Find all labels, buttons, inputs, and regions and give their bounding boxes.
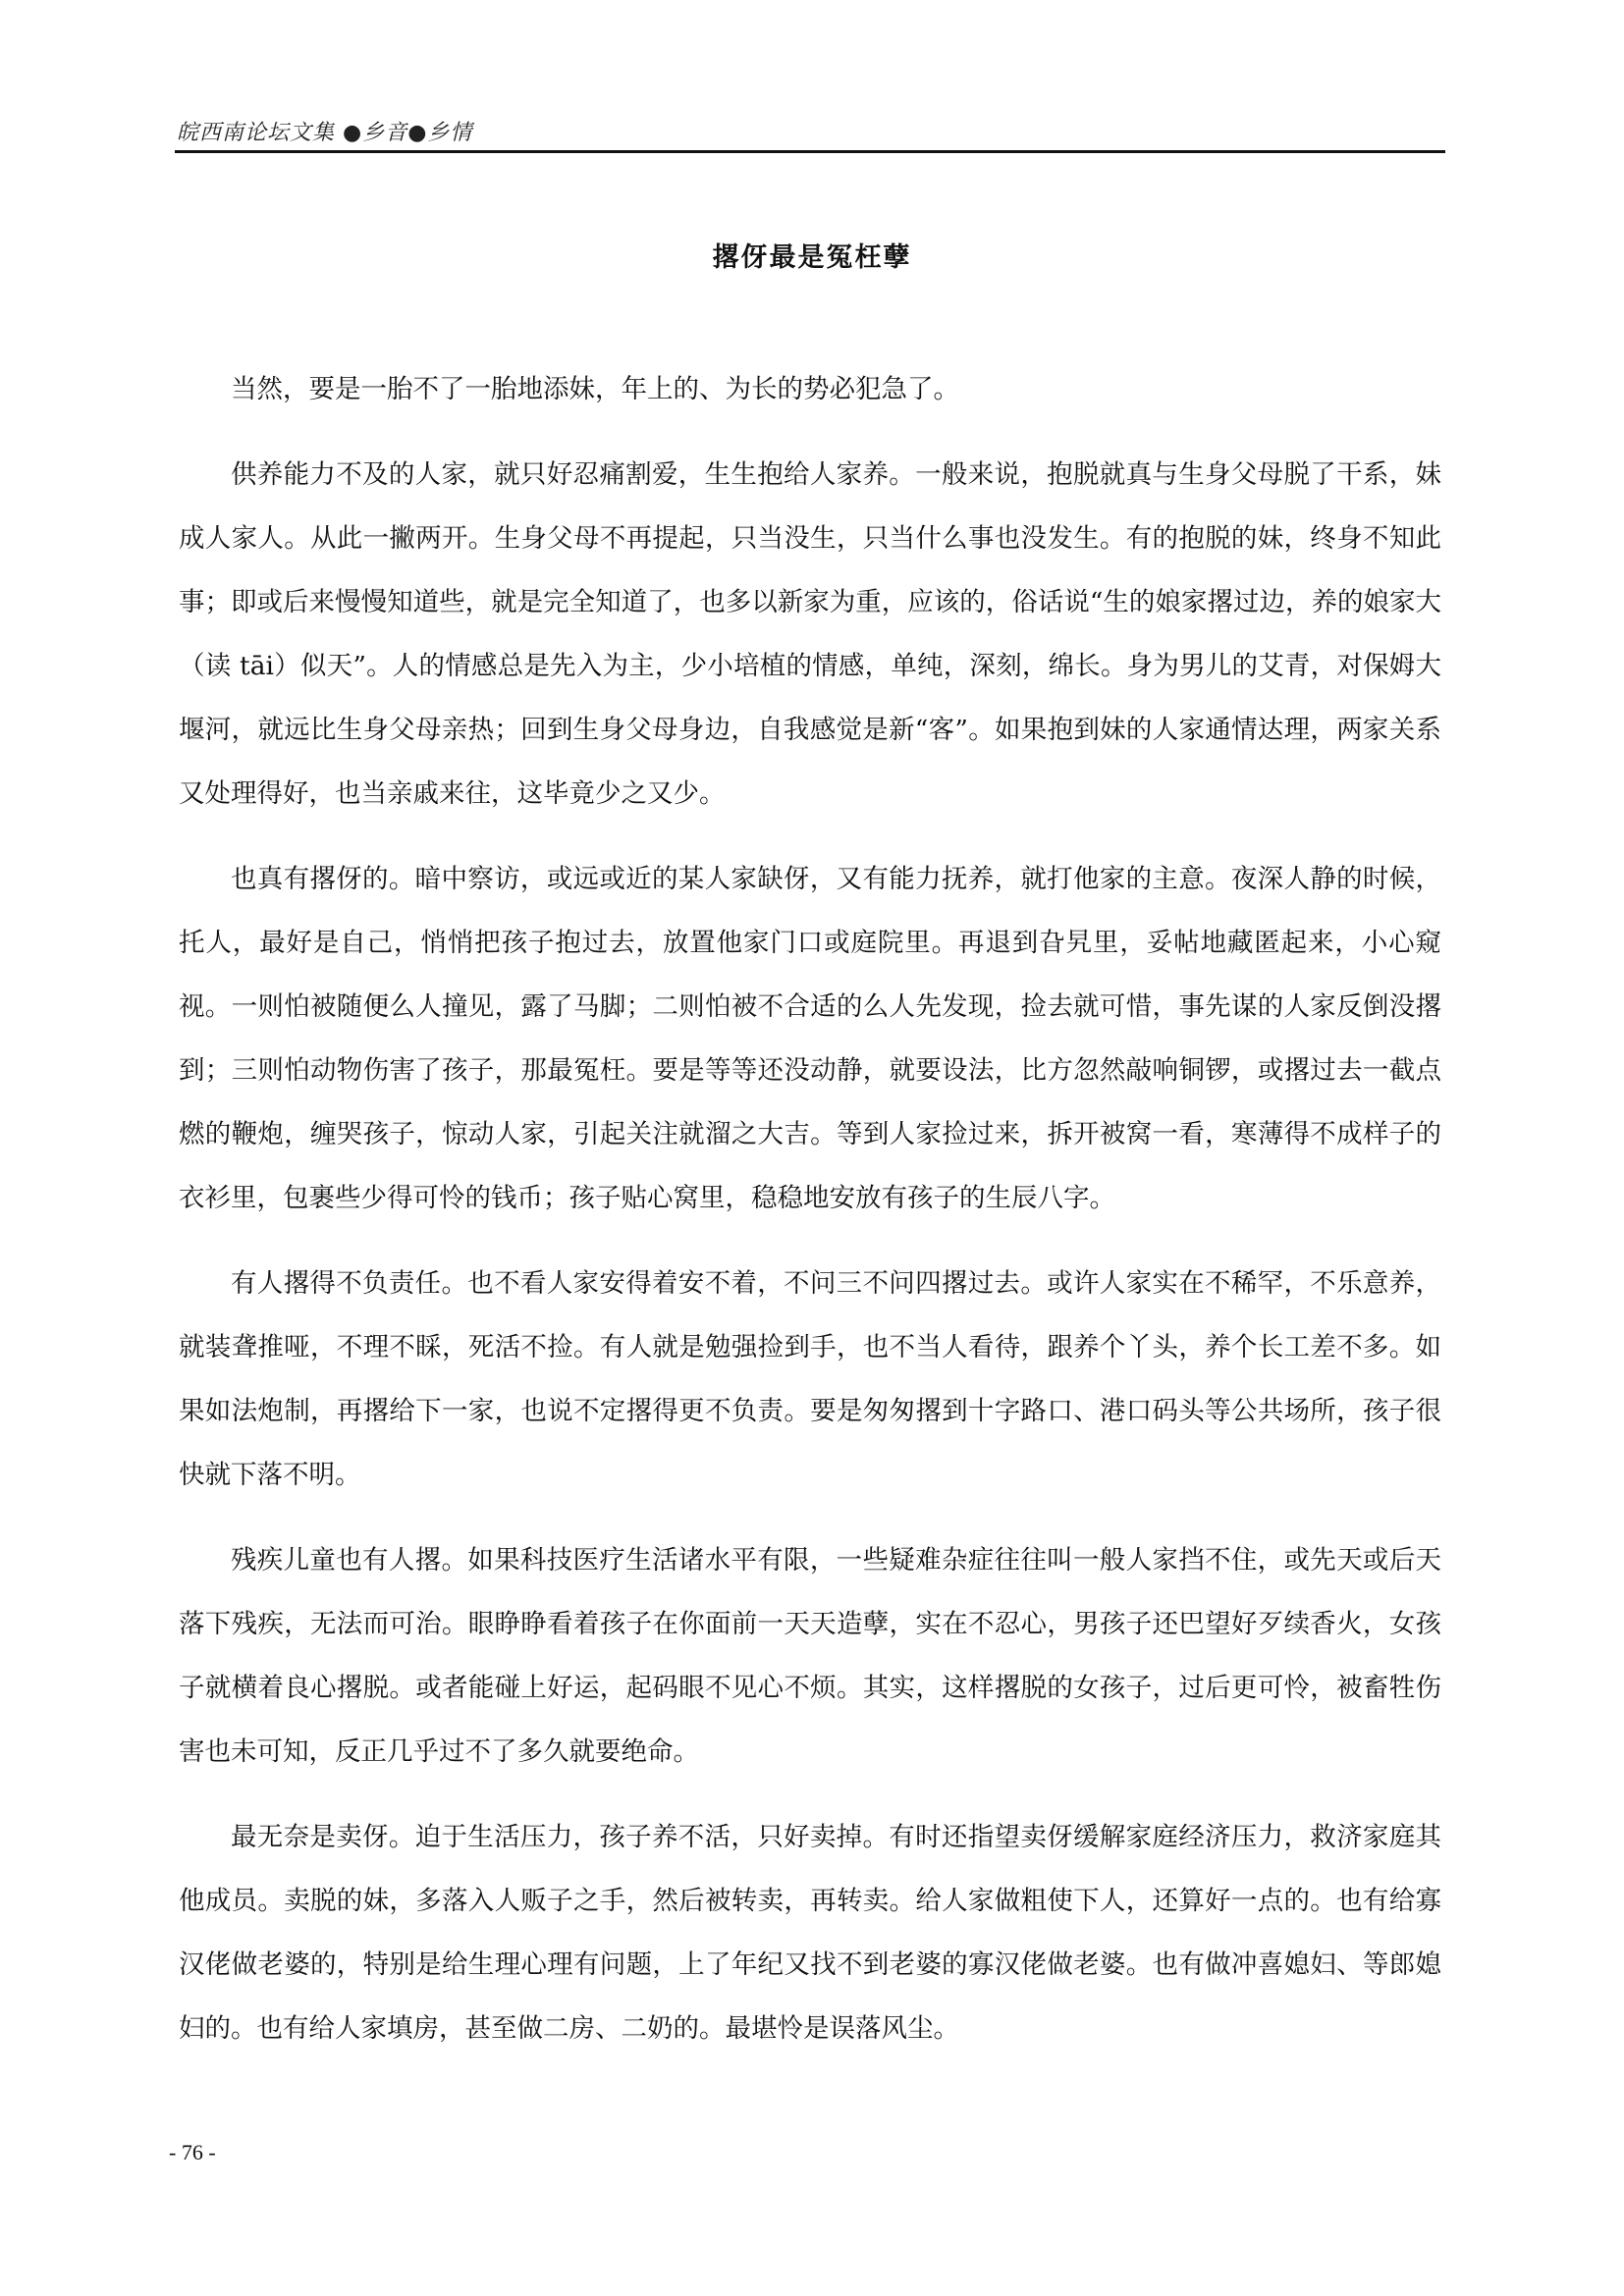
paragraph-3: 也真有撂伢的。暗中察访，或远或近的某人家缺伢，又有能力抚养，就打他家的主意。夜深人静的时候，托人，最好是自己，悄悄把孩子抱过去，放置他家门口或庭院里。再退到旮旯里，妥帖地藏匿起来，小心窥视。一则怕被随便么人撞见，露了马脚；二则怕被不合适的么人先发现，捡去就可惜，事先谋的人家反倒没撂到；三则怕动物伤害了孩子，那最冤枉。要是等等还没动静，就要设法，比方忽然敲响铜锣，或撂过去一截点燃的鞭炮，缠哭孩子，惊动人家，引起关注就溜之大吉。等到人家捡过来，拆开被窝一看，寒薄得不成样子的衣衫里，包裹些少得可怜的钱币；孩子贴心窝里，稳稳地安放有孩子的生辰八字。 <box>179 864 1441 1213</box>
paragraph-2: 供养能力不及的人家，就只好忍痛割爱，生生抱给人家养。一般来说，抱脱就真与生身父母脱了干系，妹成人家人。从此一撇两开。生身父母不再提起，只当没生，只当什么事也没发生。有的抱脱的妹，终身不知此事；即或后来慢慢知道些，就是完全知道了，也多以新家为重，应该的，俗话说“生的娘家撂过边，养的娘家大（读 tāi）似天”。人的情感总是先入为主，少小培植的情感，单纯，深刻，绵长。身为男儿的艾青，对保姆大堰河，就远比生身父母亲热；回到生身父母身边，自我感觉是新“客”。如果抱到妹的人家通情达理，两家关系又处理得好，也当亲戚来往，这毕竟少之又少。 <box>179 459 1441 809</box>
running-header-text: 皖西南论坛文集 ●乡音●乡情 <box>177 121 473 145</box>
paragraph-5: 残疾儿童也有人撂。如果科技医疗生活诸水平有限，一些疑难杂症往往叫一般人家挡不住，或先天或后天落下残疾，无法而可治。眼睁睁看着孩子在你面前一天天造孽，实在不忍心，男孩子还巴望好歹续香火，女孩子就横着良心撂脱。或者能碰上好运，起码眼不见心不烦。其实，这样撂脱的女孩子，过后更可怜，被畜牲伤害也未可知，反正几乎过不了多久就要绝命。 <box>179 1545 1441 1767</box>
paragraph-6: 最无奈是卖伢。迫于生活压力，孩子养不活，只好卖掉。有时还指望卖伢缓解家庭经济压力，救济家庭其他成员。卖脱的妹，多落入人贩子之手，然后被转卖，再转卖。给人家做粗使下人，还算好一点的。也有给寡汉佬做老婆的，特别是给生理心理有问题，上了年纪又找不到老婆的寡汉佬做老婆。也有做冲喜媳妇、等郎媳妇的。也有给人家填房，甚至做二房、二奶的。最堪怜是误落风尘。 <box>179 1822 1441 2044</box>
paragraph-1: 当然，要是一胎不了一胎地添妹，年上的、为长的势必犯急了。 <box>231 374 959 404</box>
page-number: - 76 - <box>169 2140 216 2164</box>
header-rule <box>175 150 1445 153</box>
paragraph-4: 有人撂得不负责任。也不看人家安得着安不着，不问三不问四撂过去。或许人家实在不稀罕，不乐意养，就装聋推哑，不理不睬，死活不捡。有人就是勉强捡到手，也不当人看待，跟养个丫头，养个长工差不多。如果如法炮制，再撂给下一家，也说不定撂得更不负责。要是匆匆撂到十字路口、港口码头等公共场所，孩子很快就下落不明。 <box>179 1268 1441 1490</box>
running-header <box>177 116 1443 151</box>
article-body <box>179 357 1441 2082</box>
article-title: 撂伢最是冤枉孽 <box>712 242 912 273</box>
